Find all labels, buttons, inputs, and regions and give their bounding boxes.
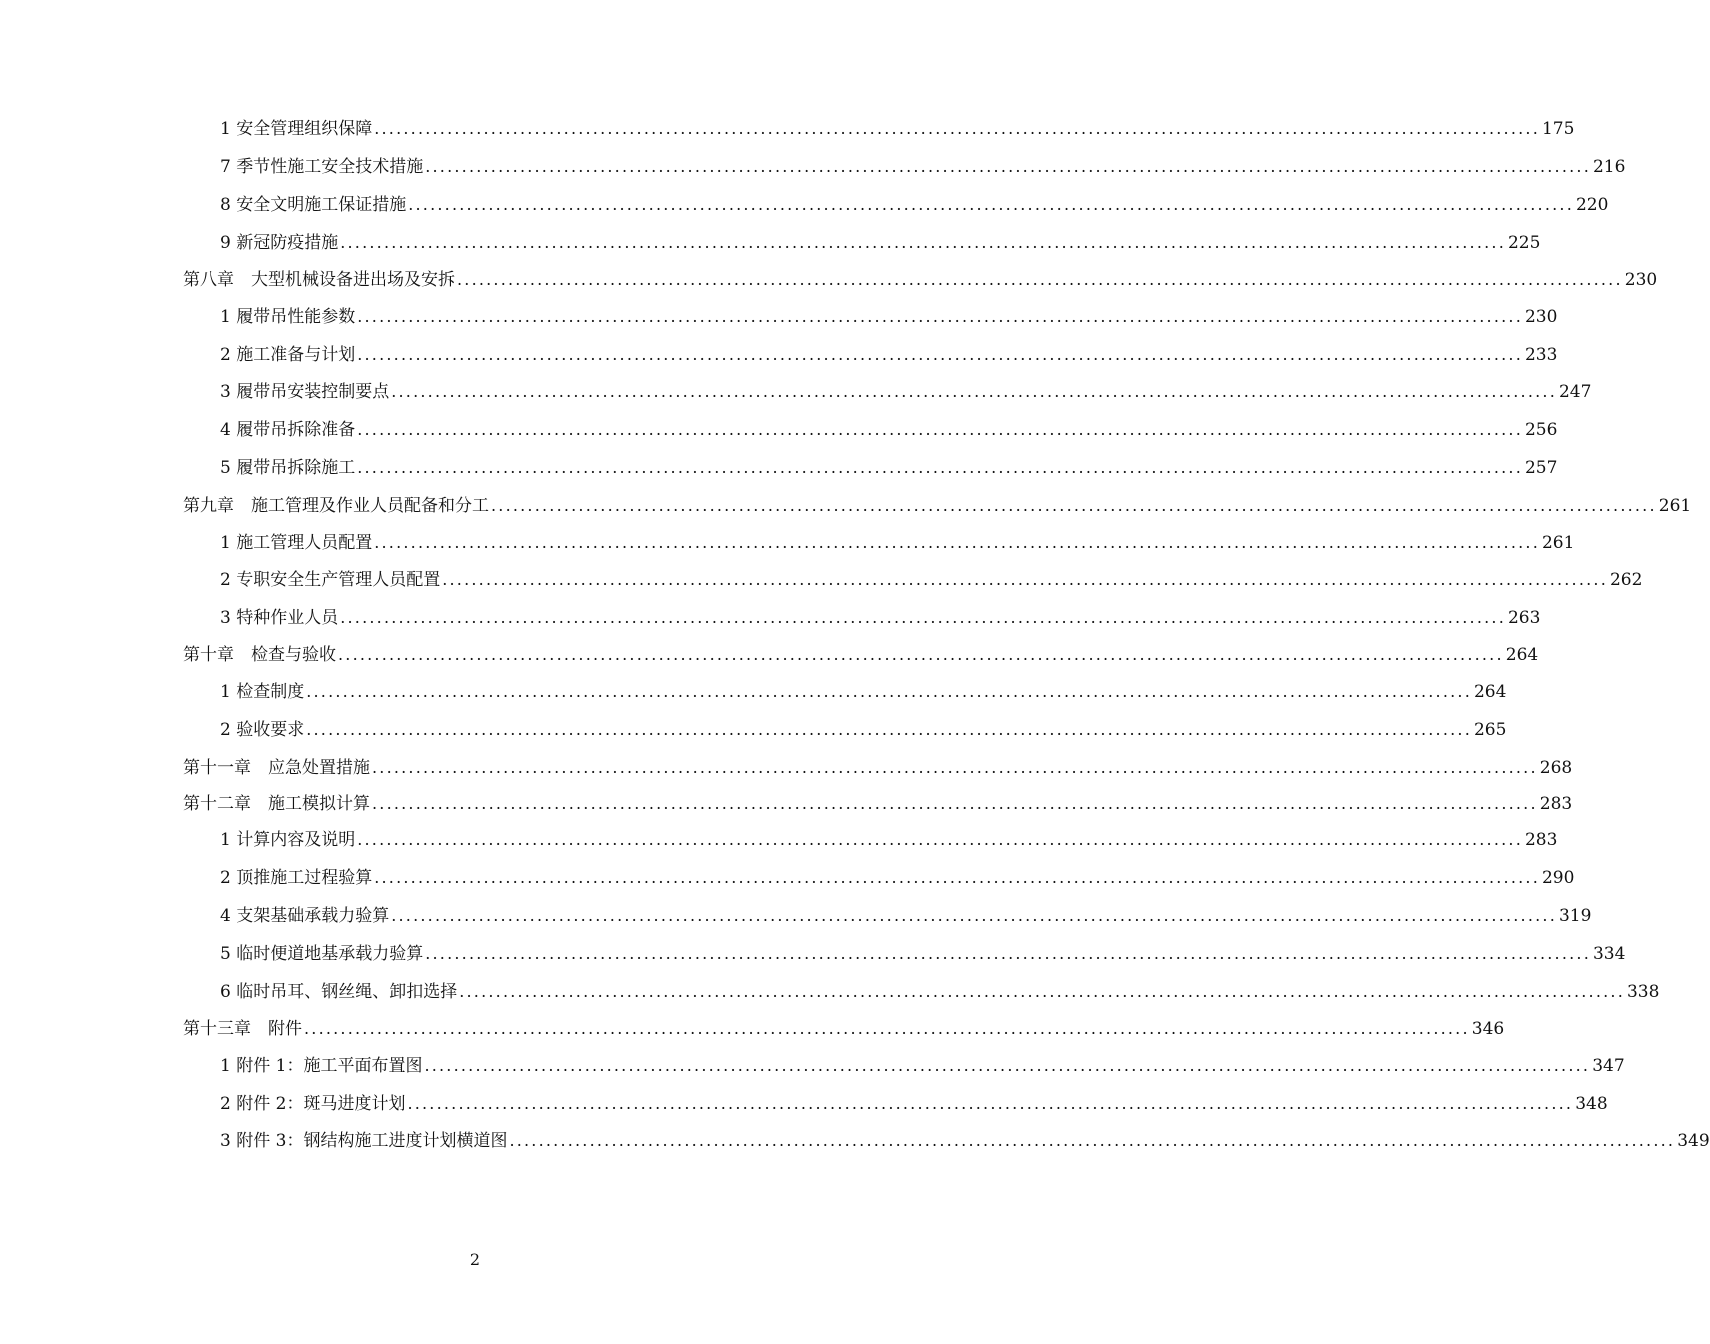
toc-chapter-entry[interactable]: [183, 489, 1692, 517]
toc-entry-title: 2 验收要求: [220, 720, 305, 740]
toc-entry-title: 6 临时吊耳、钢丝绳、卸扣选择: [220, 982, 458, 1002]
toc-section-entry[interactable]: [220, 451, 1558, 479]
toc-entry-title: 9 新冠防疫措施: [220, 233, 339, 253]
toc-section-entry[interactable]: [220, 861, 1575, 889]
toc-dot-leader: ................................................................................................................................................................: [424, 1056, 1591, 1075]
toc-chapter-entry[interactable]: [183, 787, 1573, 815]
toc-section-entry[interactable]: [220, 937, 1626, 965]
toc-section-entry[interactable]: [220, 713, 1507, 741]
toc-entry-page: 346: [1471, 1019, 1505, 1039]
toc-section-entry[interactable]: [220, 188, 1609, 216]
toc-entry-title: 1 施工管理人员配置: [220, 533, 373, 553]
toc-entry-title: 第十章 检查与验收: [183, 645, 336, 665]
toc-section-entry[interactable]: [220, 823, 1558, 851]
toc-section-entry[interactable]: [220, 563, 1643, 591]
toc-entry-title: 4 支架基础承载力验算: [220, 906, 390, 926]
toc-dot-leader: ................................................................................................................................................................: [372, 794, 1538, 813]
toc-entry-page: 263: [1507, 608, 1541, 628]
toc-dot-leader: ................................................................................................................................................................: [374, 533, 1540, 552]
toc-dot-leader: ................................................................................................................................................................: [357, 307, 1523, 326]
toc-section-entry[interactable]: [220, 150, 1626, 178]
toc-section-entry[interactable]: [220, 1087, 1608, 1115]
toc-entry-title: 1 计算内容及说明: [220, 830, 356, 850]
toc-dot-leader: ................................................................................................................................................................: [457, 270, 1623, 289]
toc-section-entry[interactable]: [220, 601, 1541, 629]
toc-entry-page: 264: [1473, 682, 1507, 702]
toc-entry-page: 283: [1524, 830, 1558, 850]
toc-section-entry[interactable]: [220, 1124, 1710, 1152]
toc-dot-leader: ................................................................................................................................................................: [340, 608, 1506, 627]
toc-section-entry[interactable]: [220, 413, 1558, 441]
toc-entry-title: 1 附件 1：施工平面布置图: [220, 1056, 423, 1076]
toc-dot-leader: ................................................................................................................................................................: [304, 1019, 1470, 1038]
toc-dot-leader: ................................................................................................................................................................: [338, 645, 1504, 664]
toc-section-entry[interactable]: [220, 112, 1575, 140]
toc-entry-title: 2 顶推施工过程验算: [220, 868, 373, 888]
toc-section-entry[interactable]: [220, 226, 1541, 254]
toc-dot-leader: ................................................................................................................................................................: [372, 758, 1538, 777]
toc-dot-leader: ................................................................................................................................................................: [491, 496, 1657, 515]
toc-entry-page: 347: [1592, 1056, 1625, 1076]
toc-entry-title: 第八章 大型机械设备进出场及安拆: [183, 270, 455, 290]
toc-entry-page: 247: [1558, 382, 1592, 402]
toc-chapter-entry[interactable]: [183, 751, 1573, 779]
toc-dot-leader: ................................................................................................................................................................: [408, 195, 1574, 214]
toc-section-entry[interactable]: [220, 675, 1507, 703]
toc-entry-title: 4 履带吊拆除准备: [220, 420, 356, 440]
toc-entry-title: 第十二章 施工模拟计算: [183, 794, 370, 814]
toc-entry-title: 1 安全管理组织保障: [220, 119, 373, 139]
toc-entry-page: 175: [1541, 119, 1575, 139]
toc-entry-page: 334: [1592, 944, 1626, 964]
toc-entry-page: 283: [1539, 794, 1573, 814]
toc-dot-leader: ................................................................................................................................................................: [391, 906, 1557, 925]
toc-dot-leader: ................................................................................................................................................................: [425, 944, 1591, 963]
toc-dot-leader: ................................................................................................................................................................: [459, 982, 1625, 1001]
toc-chapter-entry[interactable]: [183, 263, 1658, 291]
toc-entry-title: 5 临时便道地基承载力验算: [220, 944, 424, 964]
toc-entry-title: 3 特种作业人员: [220, 608, 339, 628]
toc-dot-leader: ................................................................................................................................................................: [340, 233, 1506, 252]
toc-entry-page: 264: [1505, 645, 1539, 665]
toc-entry-page: 216: [1592, 157, 1626, 177]
toc-entry-title: 2 附件 2：斑马进度计划: [220, 1094, 406, 1114]
toc-dot-leader: ................................................................................................................................................................: [357, 345, 1523, 364]
toc-dot-leader: ................................................................................................................................................................: [374, 119, 1540, 138]
toc-entry-page: 257: [1524, 458, 1558, 478]
toc-dot-leader: ................................................................................................................................................................: [357, 420, 1523, 439]
toc-section-entry[interactable]: [220, 375, 1592, 403]
page-number: 2: [469, 1250, 481, 1269]
toc-dot-leader: ................................................................................................................................................................: [407, 1094, 1574, 1113]
toc-entry-title: 3 附件 3：钢结构施工进度计划横道图: [220, 1131, 508, 1151]
toc-entry-page: 261: [1541, 533, 1575, 553]
toc-dot-leader: ................................................................................................................................................................: [509, 1131, 1676, 1150]
toc-entry-title: 3 履带吊安装控制要点: [220, 382, 390, 402]
toc-entry-page: 349: [1677, 1131, 1710, 1151]
toc-dot-leader: ................................................................................................................................................................: [357, 458, 1523, 477]
toc-entry-page: 338: [1626, 982, 1660, 1002]
toc-entry-page: 230: [1624, 270, 1658, 290]
toc-entry-page: 225: [1507, 233, 1541, 253]
toc-entry-title: 第十三章 附件: [183, 1019, 302, 1039]
toc-section-entry[interactable]: [220, 1049, 1625, 1077]
toc-entry-title: 1 检查制度: [220, 682, 305, 702]
toc-entry-title: 8 安全文明施工保证措施: [220, 195, 407, 215]
toc-dot-leader: ................................................................................................................................................................: [391, 382, 1557, 401]
toc-chapter-entry[interactable]: [183, 638, 1539, 666]
toc-entry-page: 268: [1539, 758, 1573, 778]
toc-chapter-entry[interactable]: [183, 1012, 1505, 1040]
toc-entry-page: 290: [1541, 868, 1575, 888]
toc-section-entry[interactable]: [220, 975, 1660, 1003]
toc-dot-leader: ................................................................................................................................................................: [306, 720, 1472, 739]
toc-dot-leader: ................................................................................................................................................................: [374, 868, 1540, 887]
toc-entry-page: 262: [1609, 570, 1643, 590]
toc-entry-title: 7 季节性施工安全技术措施: [220, 157, 424, 177]
toc-section-entry[interactable]: [220, 338, 1558, 366]
toc-entry-title: 2 施工准备与计划: [220, 345, 356, 365]
toc-entry-page: 220: [1575, 195, 1609, 215]
toc-entry-page: 265: [1473, 720, 1507, 740]
toc-dot-leader: ................................................................................................................................................................: [357, 830, 1523, 849]
toc-section-entry[interactable]: [220, 526, 1575, 554]
toc-entry-title: 2 专职安全生产管理人员配置: [220, 570, 441, 590]
toc-entry-page: 256: [1524, 420, 1558, 440]
toc-dot-leader: ................................................................................................................................................................: [442, 570, 1608, 589]
toc-entry-page: 319: [1558, 906, 1592, 926]
toc-section-entry[interactable]: [220, 899, 1592, 927]
toc-entry-title: 5 履带吊拆除施工: [220, 458, 356, 478]
toc-dot-leader: ................................................................................................................................................................: [425, 157, 1591, 176]
toc-entry-page: 230: [1524, 307, 1558, 327]
toc-entry-title: 第九章 施工管理及作业人员配备和分工: [183, 496, 489, 516]
toc-dot-leader: ................................................................................................................................................................: [306, 682, 1472, 701]
toc-entry-page: 348: [1575, 1094, 1608, 1114]
toc-entry-title: 第十一章 应急处置措施: [183, 758, 370, 778]
toc-entry-page: 261: [1658, 496, 1692, 516]
toc-entry-title: 1 履带吊性能参数: [220, 307, 356, 327]
toc-section-entry[interactable]: [220, 300, 1558, 328]
toc-entry-page: 233: [1524, 345, 1558, 365]
